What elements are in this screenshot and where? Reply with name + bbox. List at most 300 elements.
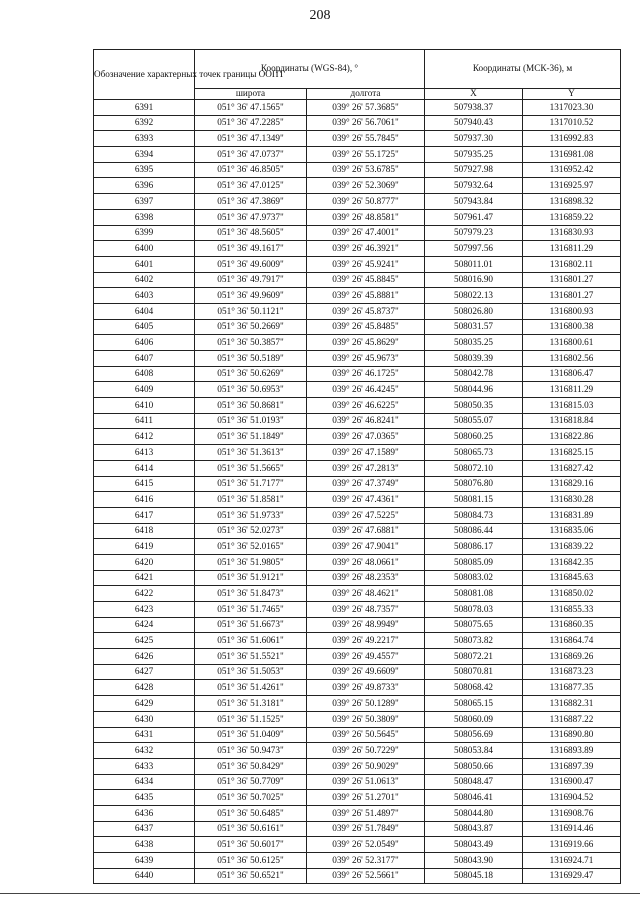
latitude-cell: 051° 36' 49.6009": [195, 256, 307, 272]
longitude-cell: 039° 26' 46.6225": [307, 398, 425, 414]
x-cell: 508045.18: [425, 868, 523, 884]
x-cell: 508050.35: [425, 398, 523, 414]
x-cell: 508086.17: [425, 539, 523, 555]
x-cell: 508085.09: [425, 554, 523, 570]
y-cell: 1316952.42: [523, 162, 621, 178]
point-id-cell: 6413: [94, 445, 195, 461]
longitude-cell: 039° 26' 45.8881": [307, 288, 425, 304]
latitude-cell: 051° 36' 47.2285": [195, 115, 307, 131]
y-cell: 1316806.47: [523, 366, 621, 382]
x-cell: 508056.69: [425, 727, 523, 743]
table-row: [94, 100, 621, 116]
x-cell: 508026.80: [425, 303, 523, 319]
y-cell: 1316825.15: [523, 445, 621, 461]
x-cell: 507937.30: [425, 131, 523, 147]
table-row: [94, 413, 621, 429]
x-cell: 508060.25: [425, 429, 523, 445]
y-cell: 1316869.26: [523, 649, 621, 665]
latitude-cell: 051° 36' 50.6485": [195, 805, 307, 821]
x-cell: 508042.78: [425, 366, 523, 382]
x-cell: 507961.47: [425, 209, 523, 225]
x-cell: 507997.56: [425, 241, 523, 257]
header-longitude: долгота: [307, 89, 425, 100]
latitude-cell: 051° 36' 51.1849": [195, 429, 307, 445]
x-cell: 508065.73: [425, 445, 523, 461]
y-cell: 1316981.08: [523, 147, 621, 163]
table-row: [94, 492, 621, 508]
y-cell: 1316893.89: [523, 743, 621, 759]
longitude-cell: 039° 26' 48.8581": [307, 209, 425, 225]
longitude-cell: 039° 26' 51.7849": [307, 821, 425, 837]
point-id-cell: 6417: [94, 507, 195, 523]
y-cell: 1316801.27: [523, 272, 621, 288]
point-id-cell: 6433: [94, 758, 195, 774]
x-cell: 508044.96: [425, 382, 523, 398]
y-cell: 1316800.61: [523, 335, 621, 351]
latitude-cell: 051° 36' 51.5053": [195, 664, 307, 680]
y-cell: 1316802.56: [523, 351, 621, 367]
x-cell: 508055.07: [425, 413, 523, 429]
y-cell: 1316830.28: [523, 492, 621, 508]
latitude-cell: 051° 36' 49.7917": [195, 272, 307, 288]
y-cell: 1316822.86: [523, 429, 621, 445]
table-row: [94, 680, 621, 696]
x-cell: 508081.08: [425, 586, 523, 602]
y-cell: 1316897.39: [523, 758, 621, 774]
y-cell: 1316877.35: [523, 680, 621, 696]
x-cell: 508022.13: [425, 288, 523, 304]
longitude-cell: 039° 26' 56.7061": [307, 115, 425, 131]
point-id-cell: 6440: [94, 868, 195, 884]
x-cell: 508084.73: [425, 507, 523, 523]
table-row: [94, 272, 621, 288]
table-row: [94, 241, 621, 257]
latitude-cell: 051° 36' 51.9121": [195, 570, 307, 586]
table-row: [94, 743, 621, 759]
longitude-cell: 039° 26' 49.2217": [307, 633, 425, 649]
longitude-cell: 039° 26' 47.6881": [307, 523, 425, 539]
table-row: [94, 774, 621, 790]
point-id-cell: 6397: [94, 194, 195, 210]
y-cell: 1316829.16: [523, 476, 621, 492]
y-cell: 1316800.38: [523, 319, 621, 335]
point-id-cell: 6423: [94, 602, 195, 618]
point-id-cell: 6411: [94, 413, 195, 429]
latitude-cell: 051° 36' 50.3857": [195, 335, 307, 351]
longitude-cell: 039° 26' 50.8777": [307, 194, 425, 210]
longitude-cell: 039° 26' 48.9949": [307, 617, 425, 633]
y-cell: 1316818.84: [523, 413, 621, 429]
point-id-cell: 6409: [94, 382, 195, 398]
longitude-cell: 039° 26' 50.1289": [307, 696, 425, 712]
table-row: [94, 147, 621, 163]
x-cell: 507932.64: [425, 178, 523, 194]
table-row: [94, 633, 621, 649]
point-id-cell: 6434: [94, 774, 195, 790]
point-id-cell: 6429: [94, 696, 195, 712]
latitude-cell: 051° 36' 51.3613": [195, 445, 307, 461]
header-y: Y: [523, 89, 621, 100]
y-cell: 1316890.80: [523, 727, 621, 743]
longitude-cell: 039° 26' 46.8241": [307, 413, 425, 429]
point-id-cell: 6392: [94, 115, 195, 131]
longitude-cell: 039° 26' 45.8485": [307, 319, 425, 335]
latitude-cell: 051° 36' 50.6125": [195, 853, 307, 869]
y-cell: 1316835.06: [523, 523, 621, 539]
table-row: [94, 303, 621, 319]
latitude-cell: 051° 36' 51.8473": [195, 586, 307, 602]
longitude-cell: 039° 26' 47.9041": [307, 539, 425, 555]
point-id-cell: 6395: [94, 162, 195, 178]
x-cell: 508016.90: [425, 272, 523, 288]
table-row: [94, 805, 621, 821]
y-cell: 1316924.71: [523, 853, 621, 869]
latitude-cell: 051° 36' 50.7709": [195, 774, 307, 790]
latitude-cell: 051° 36' 52.0273": [195, 523, 307, 539]
x-cell: 507940.43: [425, 115, 523, 131]
longitude-cell: 039° 26' 47.4001": [307, 225, 425, 241]
table-row: [94, 445, 621, 461]
latitude-cell: 051° 36' 51.5665": [195, 460, 307, 476]
longitude-cell: 039° 26' 48.2353": [307, 570, 425, 586]
y-cell: 1317023.30: [523, 100, 621, 116]
table-row: [94, 162, 621, 178]
y-cell: 1316800.93: [523, 303, 621, 319]
y-cell: 1316815.03: [523, 398, 621, 414]
y-cell: 1316992.83: [523, 131, 621, 147]
table-row: [94, 351, 621, 367]
table-row: [94, 696, 621, 712]
x-cell: 508065.15: [425, 696, 523, 712]
x-cell: 508053.84: [425, 743, 523, 759]
latitude-cell: 051° 36' 50.6521": [195, 868, 307, 884]
longitude-cell: 039° 26' 48.7357": [307, 602, 425, 618]
longitude-cell: 039° 26' 52.0549": [307, 837, 425, 853]
y-cell: 1316827.42: [523, 460, 621, 476]
y-cell: 1316914.46: [523, 821, 621, 837]
longitude-cell: 039° 26' 45.9241": [307, 256, 425, 272]
x-cell: 508043.90: [425, 853, 523, 869]
point-id-cell: 6430: [94, 711, 195, 727]
table-row: [94, 131, 621, 147]
point-id-cell: 6420: [94, 554, 195, 570]
table-row: [94, 821, 621, 837]
longitude-cell: 039° 26' 50.9029": [307, 758, 425, 774]
longitude-cell: 039° 26' 45.9673": [307, 351, 425, 367]
y-cell: 1316882.31: [523, 696, 621, 712]
table-row: [94, 727, 621, 743]
table-row: [94, 429, 621, 445]
x-cell: 508073.82: [425, 633, 523, 649]
point-id-cell: 6402: [94, 272, 195, 288]
point-id-cell: 6399: [94, 225, 195, 241]
x-cell: 508050.66: [425, 758, 523, 774]
latitude-cell: 051° 36' 50.6953": [195, 382, 307, 398]
longitude-cell: 039° 26' 53.6785": [307, 162, 425, 178]
longitude-cell: 039° 26' 46.1725": [307, 366, 425, 382]
point-id-cell: 6400: [94, 241, 195, 257]
table-row: [94, 837, 621, 853]
longitude-cell: 039° 26' 47.0365": [307, 429, 425, 445]
point-id-cell: 6416: [94, 492, 195, 508]
longitude-cell: 039° 26' 50.5645": [307, 727, 425, 743]
point-id-cell: 6394: [94, 147, 195, 163]
x-cell: 508086.44: [425, 523, 523, 539]
x-cell: 508048.47: [425, 774, 523, 790]
footer-divider: [0, 893, 640, 894]
y-cell: 1316919.66: [523, 837, 621, 853]
longitude-cell: 039° 26' 48.4621": [307, 586, 425, 602]
table-row: [94, 366, 621, 382]
point-id-cell: 6438: [94, 837, 195, 853]
y-cell: 1316811.29: [523, 241, 621, 257]
point-id-cell: 6414: [94, 460, 195, 476]
table-row: [94, 664, 621, 680]
x-cell: 508046.41: [425, 790, 523, 806]
table-body: [94, 100, 621, 884]
point-id-cell: 6435: [94, 790, 195, 806]
latitude-cell: 051° 36' 50.5189": [195, 351, 307, 367]
longitude-cell: 039° 26' 45.8629": [307, 335, 425, 351]
y-cell: 1316811.29: [523, 382, 621, 398]
x-cell: 508035.25: [425, 335, 523, 351]
point-id-cell: 6432: [94, 743, 195, 759]
x-cell: 507938.37: [425, 100, 523, 116]
latitude-cell: 051° 36' 46.8505": [195, 162, 307, 178]
point-id-cell: 6431: [94, 727, 195, 743]
y-cell: 1316887.22: [523, 711, 621, 727]
y-cell: 1316830.93: [523, 225, 621, 241]
latitude-cell: 051° 36' 50.6269": [195, 366, 307, 382]
point-id-cell: 6393: [94, 131, 195, 147]
point-id-cell: 6419: [94, 539, 195, 555]
y-cell: 1316860.35: [523, 617, 621, 633]
header-latitude: широта: [195, 89, 307, 100]
longitude-cell: 039° 26' 55.7845": [307, 131, 425, 147]
x-cell: 508060.09: [425, 711, 523, 727]
latitude-cell: 051° 36' 51.9805": [195, 554, 307, 570]
table-row: [94, 115, 621, 131]
latitude-cell: 051° 36' 50.8681": [195, 398, 307, 414]
table-row: [94, 711, 621, 727]
longitude-cell: 039° 26' 52.3177": [307, 853, 425, 869]
y-cell: 1316859.22: [523, 209, 621, 225]
point-id-cell: 6408: [94, 366, 195, 382]
y-cell: 1316925.97: [523, 178, 621, 194]
x-cell: 508043.49: [425, 837, 523, 853]
longitude-cell: 039° 26' 48.0661": [307, 554, 425, 570]
point-id-cell: 6406: [94, 335, 195, 351]
latitude-cell: 051° 36' 51.7465": [195, 602, 307, 618]
x-cell: 508072.10: [425, 460, 523, 476]
longitude-cell: 039° 26' 45.8737": [307, 303, 425, 319]
table-row: [94, 507, 621, 523]
longitude-cell: 039° 26' 51.0613": [307, 774, 425, 790]
table-row: [94, 649, 621, 665]
point-id-cell: 6405: [94, 319, 195, 335]
latitude-cell: 051° 36' 51.6061": [195, 633, 307, 649]
header-wgs84: Координаты (WGS-84), °: [195, 50, 425, 89]
longitude-cell: 039° 26' 57.3685": [307, 100, 425, 116]
point-id-cell: 6391: [94, 100, 195, 116]
latitude-cell: 051° 36' 51.8581": [195, 492, 307, 508]
table-row: [94, 256, 621, 272]
latitude-cell: 051° 36' 51.9733": [195, 507, 307, 523]
table-row: [94, 476, 621, 492]
table-row: [94, 523, 621, 539]
y-cell: 1316831.89: [523, 507, 621, 523]
table-row: [94, 225, 621, 241]
latitude-cell: 051° 36' 50.9473": [195, 743, 307, 759]
longitude-cell: 039° 26' 47.5225": [307, 507, 425, 523]
table-row: [94, 790, 621, 806]
table-row: [94, 758, 621, 774]
point-id-cell: 6426: [94, 649, 195, 665]
table-row: [94, 460, 621, 476]
x-cell: 508072.21: [425, 649, 523, 665]
latitude-cell: 051° 36' 47.9737": [195, 209, 307, 225]
latitude-cell: 051° 36' 50.1121": [195, 303, 307, 319]
y-cell: 1316873.23: [523, 664, 621, 680]
longitude-cell: 039° 26' 50.3809": [307, 711, 425, 727]
x-cell: 508031.57: [425, 319, 523, 335]
latitude-cell: 051° 36' 50.2669": [195, 319, 307, 335]
page-number: 208: [309, 8, 331, 23]
point-id-cell: 6427: [94, 664, 195, 680]
point-id-cell: 6401: [94, 256, 195, 272]
y-cell: 1316904.52: [523, 790, 621, 806]
table-row: [94, 335, 621, 351]
y-cell: 1317010.52: [523, 115, 621, 131]
table-row: [94, 617, 621, 633]
y-cell: 1316850.02: [523, 586, 621, 602]
header-msk36: Координаты (МСК-36), м: [425, 50, 621, 89]
x-cell: 508083.02: [425, 570, 523, 586]
point-id-cell: 6410: [94, 398, 195, 414]
point-id-cell: 6424: [94, 617, 195, 633]
latitude-cell: 051° 36' 52.0165": [195, 539, 307, 555]
coordinates-table: [93, 49, 621, 884]
latitude-cell: 051° 36' 50.8429": [195, 758, 307, 774]
point-id-cell: 6425: [94, 633, 195, 649]
table-row: [94, 194, 621, 210]
x-cell: 508039.39: [425, 351, 523, 367]
x-cell: 507979.23: [425, 225, 523, 241]
x-cell: 507943.84: [425, 194, 523, 210]
point-id-cell: 6396: [94, 178, 195, 194]
longitude-cell: 039° 26' 47.1589": [307, 445, 425, 461]
point-id-cell: 6428: [94, 680, 195, 696]
latitude-cell: 051° 36' 51.4261": [195, 680, 307, 696]
x-cell: 508043.87: [425, 821, 523, 837]
longitude-cell: 039° 26' 49.4557": [307, 649, 425, 665]
x-cell: 508070.81: [425, 664, 523, 680]
latitude-cell: 051° 36' 49.9609": [195, 288, 307, 304]
header-x: X: [425, 89, 523, 100]
table-row: [94, 868, 621, 884]
latitude-cell: 051° 36' 49.1617": [195, 241, 307, 257]
latitude-cell: 051° 36' 47.3869": [195, 194, 307, 210]
table-row: [94, 209, 621, 225]
y-cell: 1316900.47: [523, 774, 621, 790]
longitude-cell: 039° 26' 49.6609": [307, 664, 425, 680]
latitude-cell: 051° 36' 51.0409": [195, 727, 307, 743]
longitude-cell: 039° 26' 45.8845": [307, 272, 425, 288]
point-id-cell: 6436: [94, 805, 195, 821]
table-row: [94, 586, 621, 602]
x-cell: 508068.42: [425, 680, 523, 696]
y-cell: 1316929.47: [523, 868, 621, 884]
longitude-cell: 039° 26' 46.4245": [307, 382, 425, 398]
latitude-cell: 051° 36' 48.5605": [195, 225, 307, 241]
latitude-cell: 051° 36' 51.0193": [195, 413, 307, 429]
longitude-cell: 039° 26' 47.4361": [307, 492, 425, 508]
point-id-cell: 6412: [94, 429, 195, 445]
x-cell: 508075.65: [425, 617, 523, 633]
longitude-cell: 039° 26' 55.1725": [307, 147, 425, 163]
y-cell: 1316802.11: [523, 256, 621, 272]
latitude-cell: 051° 36' 51.7177": [195, 476, 307, 492]
latitude-cell: 051° 36' 47.1565": [195, 100, 307, 116]
longitude-cell: 039° 26' 51.4897": [307, 805, 425, 821]
latitude-cell: 051° 36' 51.5521": [195, 649, 307, 665]
latitude-cell: 051° 36' 51.6673": [195, 617, 307, 633]
y-cell: 1316898.32: [523, 194, 621, 210]
y-cell: 1316842.35: [523, 554, 621, 570]
latitude-cell: 051° 36' 50.7025": [195, 790, 307, 806]
point-id-cell: 6415: [94, 476, 195, 492]
table-row: [94, 853, 621, 869]
longitude-cell: 039° 26' 50.7229": [307, 743, 425, 759]
latitude-cell: 051° 36' 47.1349": [195, 131, 307, 147]
point-id-cell: 6407: [94, 351, 195, 367]
y-cell: 1316864.74: [523, 633, 621, 649]
longitude-cell: 039° 26' 49.8733": [307, 680, 425, 696]
longitude-cell: 039° 26' 52.3069": [307, 178, 425, 194]
longitude-cell: 039° 26' 47.2813": [307, 460, 425, 476]
point-id-cell: 6403: [94, 288, 195, 304]
latitude-cell: 051° 36' 47.0737": [195, 147, 307, 163]
table-row: [94, 319, 621, 335]
table-row: [94, 602, 621, 618]
latitude-cell: 051° 36' 51.1525": [195, 711, 307, 727]
point-id-cell: 6422: [94, 586, 195, 602]
y-cell: 1316845.63: [523, 570, 621, 586]
y-cell: 1316855.33: [523, 602, 621, 618]
header-designation: Обозначение характерных точек границы ООПТ: [94, 50, 195, 100]
point-id-cell: 6437: [94, 821, 195, 837]
longitude-cell: 039° 26' 46.3921": [307, 241, 425, 257]
x-cell: 508081.15: [425, 492, 523, 508]
x-cell: 508076.80: [425, 476, 523, 492]
table-row: [94, 288, 621, 304]
point-id-cell: 6398: [94, 209, 195, 225]
point-id-cell: 6404: [94, 303, 195, 319]
table-row: [94, 570, 621, 586]
x-cell: 508011.01: [425, 256, 523, 272]
longitude-cell: 039° 26' 52.5661": [307, 868, 425, 884]
y-cell: 1316801.27: [523, 288, 621, 304]
table-row: [94, 554, 621, 570]
x-cell: 507935.25: [425, 147, 523, 163]
latitude-cell: 051° 36' 50.6017": [195, 837, 307, 853]
latitude-cell: 051° 36' 51.3181": [195, 696, 307, 712]
table-row: [94, 382, 621, 398]
point-id-cell: 6421: [94, 570, 195, 586]
longitude-cell: 039° 26' 51.2701": [307, 790, 425, 806]
x-cell: 508078.03: [425, 602, 523, 618]
x-cell: 507927.98: [425, 162, 523, 178]
